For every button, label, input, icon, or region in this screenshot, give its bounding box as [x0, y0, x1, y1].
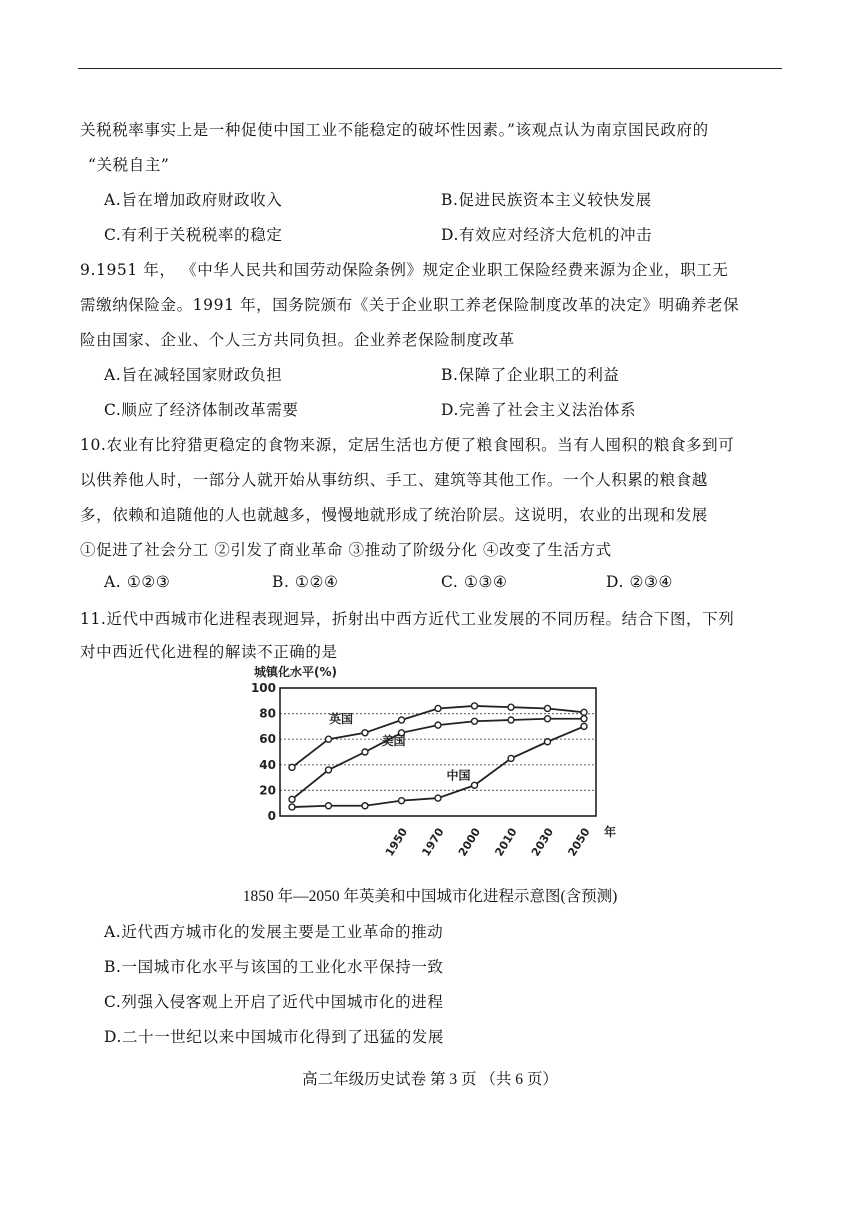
- q11-stem-line1: 11.近代中西城市化进程表现迥异，折射出中西方近代工业发展的不同历程。结合下图，下列: [80, 610, 735, 628]
- y-tick-label: 0: [267, 809, 276, 823]
- q10-option-c: C. ①③④: [441, 573, 508, 591]
- q11-stem-line2: 对中西近代化进程的解读不正确的是: [80, 643, 338, 661]
- data-point: [508, 755, 514, 761]
- page-footer: 高二年级历史试卷 第 3 页 （共 6 页）: [302, 1071, 558, 1088]
- urbanization-chart: [248, 660, 628, 860]
- q9-stem-line2: 需缴纳保险金。1991 年，国务院颁布《关于企业职工养老保险制度改革的决定》明确养老保: [80, 296, 740, 314]
- x-tick-label: 1970: [419, 825, 447, 859]
- q8-stem-line2: “关税自主”: [88, 156, 170, 174]
- q9-stem-line1: 9.1951 年， 《中华人民共和国劳动保险条例》规定企业职工保险经费来源为企业，职工无: [80, 261, 729, 279]
- data-point: [545, 739, 551, 745]
- data-point: [581, 716, 587, 722]
- x-tick-label: 1950: [382, 825, 411, 859]
- data-point: [289, 804, 295, 810]
- q10-option-d: D. ②③④: [606, 573, 674, 591]
- x-tick-label: 2030: [528, 825, 557, 859]
- data-point: [435, 705, 441, 711]
- series-line: [292, 719, 584, 800]
- x-tick-label: 2000: [455, 825, 484, 859]
- q9-option-a: A.旨在减轻国家财政负担: [104, 366, 283, 384]
- series-label: 英国: [329, 711, 354, 726]
- q10-stem-line1: 10.农业有比狩猎更稳定的食物来源，定居生活也方便了粮食囤积。当有人囤积的粮食多到可: [80, 436, 735, 454]
- data-point: [326, 736, 332, 742]
- data-point: [508, 717, 514, 723]
- q8-stem-line1: 关税税率事实上是一种促使中国工业不能稳定的破坏性因素。”该观点认为南京国民政府的: [80, 121, 709, 139]
- data-point: [472, 703, 478, 709]
- data-point: [581, 709, 587, 715]
- x-axis-title: 年: [604, 825, 617, 839]
- data-point: [545, 716, 551, 722]
- q8-option-b: B.促进民族资本主义较快发展: [441, 191, 652, 209]
- q11-option-d: D.二十一世纪以来中国城市化得到了迅猛的发展: [104, 1028, 445, 1046]
- data-point: [472, 782, 478, 788]
- q11-option-a: A.近代西方城市化的发展主要是工业革命的推动: [104, 923, 444, 941]
- x-tick-label: 2010: [492, 825, 520, 859]
- q10-option-a: A. ①②③: [104, 573, 171, 591]
- y-tick-label: 100: [250, 681, 276, 695]
- q9-option-d: D.完善了社会主义法治体系: [441, 401, 637, 419]
- q8-option-d: D.有效应对经济大危机的冲击: [441, 226, 653, 244]
- q11-option-b: B.一国城市化水平与该国的工业化水平保持一致: [104, 958, 444, 976]
- q9-stem-line3: 险由国家、企业、个人三方共同负担。企业养老保险制度改革: [80, 331, 515, 349]
- q11-option-c: C.列强入侵客观上开启了近代中国城市化的进程: [104, 993, 444, 1011]
- chart-caption: 1850 年—2050 年英美和中国城市化进程示意图(含预测): [242, 888, 618, 905]
- q8-option-c: C.有利于关税税率的稳定: [104, 226, 283, 244]
- q10-stem-line2: 以供养他人时，一部分人就开始从事纺织、手工、建筑等其他工作。一个人积累的粮食越: [80, 471, 708, 489]
- q10-option-b: B. ①②④: [272, 573, 339, 591]
- data-point: [289, 796, 295, 802]
- q9-option-c: C.顺应了经济体制改革需要: [104, 401, 299, 419]
- data-point: [326, 767, 332, 773]
- y-tick-label: 20: [259, 783, 276, 798]
- data-point: [362, 803, 368, 809]
- series-label: 美国: [381, 733, 406, 748]
- data-point: [545, 705, 551, 711]
- data-point: [326, 803, 332, 809]
- data-point: [581, 723, 587, 729]
- data-point: [435, 722, 441, 728]
- q9-option-b: B.保障了企业职工的利益: [441, 366, 620, 384]
- data-point: [362, 730, 368, 736]
- data-point: [435, 795, 441, 801]
- data-point: [399, 717, 405, 723]
- data-point: [289, 764, 295, 770]
- q10-stem-line3: 多，依赖和追随他的人也就越多，慢慢地就形成了统治阶层。这说明，农业的出现和发展: [80, 506, 708, 524]
- data-point: [362, 749, 368, 755]
- series-label: 中国: [446, 768, 471, 783]
- y-axis-title: 城镇化水平(%): [254, 665, 337, 679]
- y-tick-label: 40: [259, 757, 276, 772]
- data-point: [472, 718, 478, 724]
- x-tick-label: 2050: [565, 825, 593, 859]
- data-point: [508, 704, 514, 710]
- data-point: [399, 798, 405, 804]
- y-tick-label: 80: [259, 706, 276, 721]
- y-tick-label: 60: [259, 732, 276, 747]
- q8-option-a: A.旨在增加政府财政收入: [104, 191, 283, 209]
- header-rule: [78, 68, 782, 69]
- q10-choices: ①促进了社会分工 ②引发了商业革命 ③推动了阶级分化 ④改变了生活方式: [80, 541, 612, 559]
